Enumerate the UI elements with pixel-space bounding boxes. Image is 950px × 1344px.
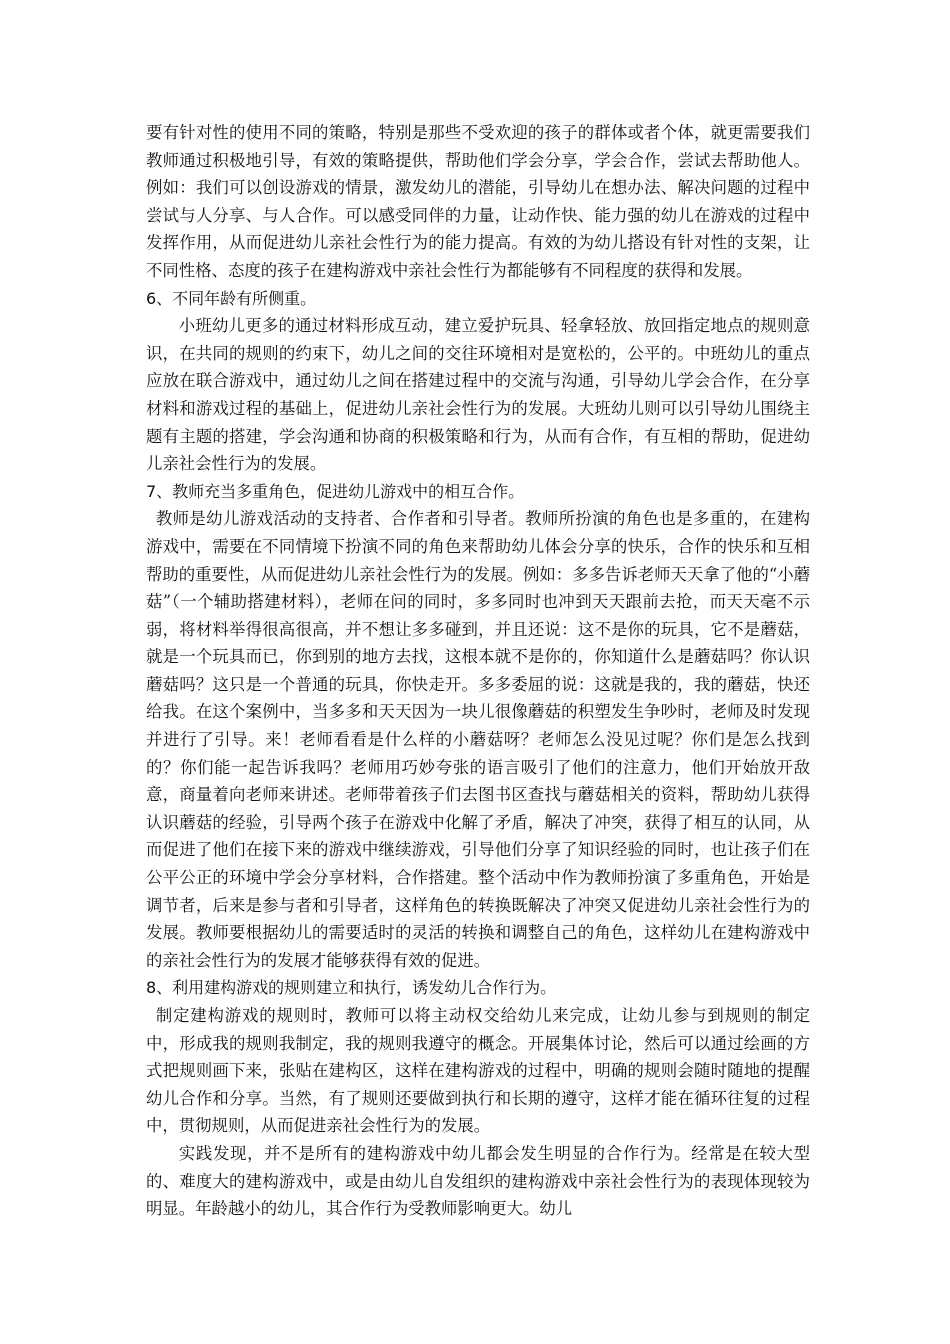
heading-7-teacher-roles: 7、教师充当多重角色，促进幼儿游戏中的相互合作。 [146, 481, 525, 501]
heading-8-game-rules: 8、利用建构游戏的规则建立和执行，诱发幼儿合作行为。 [146, 978, 557, 998]
paragraph-age-groups: 小班幼儿更多的通过材料形成互动，建立爱护玩具、轻拿轻放、放回指定地点的规则意识，在共同的规则的约束下，幼儿之间的交往环境相对是宽松的，公平的。中班幼儿的重点应放在联合游戏中，通过幼儿之间在搭建过程中的交流与沟通，引导幼儿学会合作，在分享材料和游戏过程的基础上，促进幼儿亲社会性行为的发展。大班幼儿则可以引导幼儿围绕主题有主题的搭建，学会沟通和协商的积极策略和行为，从而有合作，有互相的帮助，促进幼儿亲社会性行为的发展。 [146, 316, 810, 474]
paragraph-teacher-roles-case: 教师是幼儿游戏活动的支持者、合作者和引导者。教师所扮演的角色也是多重的，在建构游戏中，需要在不同情境下扮演不同的角色来帮助幼儿体会分享的快乐，合作的快乐和互相帮助的重要性，从而促进幼儿亲社会性行为的发展。例如：多多告诉老师天天拿了他的“小蘑菇”（一个辅助搭建材料），老师在问的同时，多多同时也冲到天天跟前去抢，而天天毫不示弱，将材料举得很高很高，并不想让多多碰到，并且还说：这不是你的玩具，它不是蘑菇，就是一个玩具而已，你到别的地方去找，这根本就不是你的，你知道什么是蘑菇吗？你认识蘑菇吗？这只是一个普通的玩具，你快走开。多多委屈的说：这就是我的，我的蘑菇，快还给我。在这个案例中，当多多和天天因为一块儿很像蘑菇的积塑发生争吵时，老师及时发现并进行了引导。来！老师看看是什么样的小蘑菇呀？老师怎么没见过呢？你们是怎么找到的？你们能一起告诉我吗？老师用巧妙夸张的语言吸引了他们的注意力，他们开始放开敌意，商量着向老师来讲述。老师带着孩子们去图书区查找与蘑菇相关的资料，帮助幼儿获得认识蘑菇的经验，引导两个孩子在游戏中化解了矛盾，解决了冲突，获得了相互的认同，从而促进了他们在接下来的游戏中继续游戏，引导他们分享了知识经验的同时，也让孩子们在公平公正的环境中学会分享材料，合作搭建。整个活动中作为教师扮演了多重角色，开始是调节者，后来是参与者和引导者，这样角色的转换既解决了冲突又促进幼儿亲社会性行为的发展。教师要根据幼儿的需要适时的灵活的转换和调整自己的角色，这样幼儿在建构游戏中的亲社会性行为的发展才能够获得有效的促进。 [146, 509, 811, 970]
paragraph-strategy: 要有针对性的使用不同的策略，特别是那些不受欢迎的孩子的群体或者个体，就更需要我们教师通过积极地引导，有效的策略提供，帮助他们学会分享，学会合作，尝试去帮助他人。例如：我们可以创设游戏的情景，激发幼儿的潜能，引导幼儿在想办法、解决问题的过程中尝试与人分享、与人合作。可以感受同伴的力量，让动作快、能力强的幼儿在游戏的过程中发挥作用，从而促进幼儿亲社会性行为的能力提高。有效的为幼儿搭设有针对性的支架，让不同性格、态度的孩子在建构游戏中亲社会性行为都能够有不同程度的获得和发展。 [146, 123, 810, 280]
document-page [146, 119, 810, 1223]
paragraph-practice-findings: 实践发现，并不是所有的建构游戏中幼儿都会发生明显的合作行为。经常是在较大型的、难度大的建构游戏中，或是由幼儿自发组织的建构游戏中亲社会性行为的表现体现较为明显。年龄越小的幼儿，其合作行为受教师影响更大。幼儿 [146, 1143, 810, 1219]
heading-6-age-focus: 6、不同年龄有所侧重。 [146, 288, 317, 308]
paragraph-game-rules: 制定建构游戏的规则时，教师可以将主动权交给幼儿来完成，让幼儿参与到规则的制定中，形成我的规则我制定，我的规则我遵守的概念。开展集体讨论，然后可以通过绘画的方式把规则画下来，张贴在建构区，这样在建构游戏的过程中，明确的规则会随时随地的提醒幼儿合作和分享。当然，有了规则还要做到执行和长期的遵守，这样才能在循环往复的过程中，贯彻规则，从而促进亲社会性行为的发展。 [146, 1006, 810, 1136]
